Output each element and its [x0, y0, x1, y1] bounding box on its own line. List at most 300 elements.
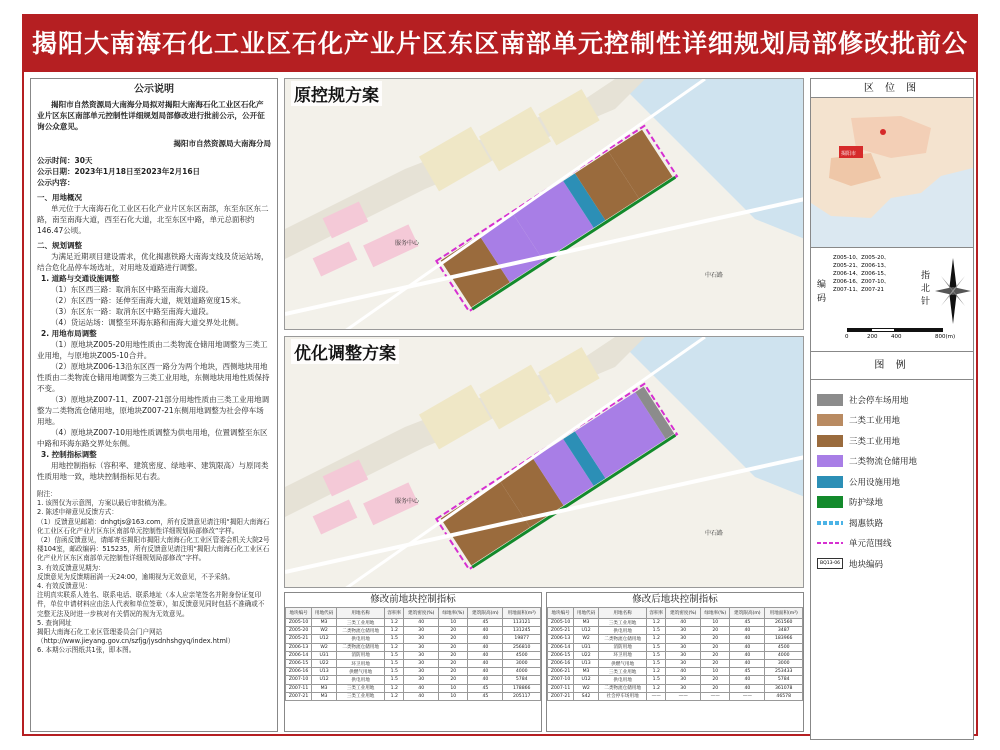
table-cell: 30 — [666, 659, 701, 667]
fn-title: 附注： — [37, 490, 57, 498]
table-cell: 消防用地 — [336, 651, 384, 659]
table-cell: 40 — [468, 627, 503, 635]
table-cell: 30 — [666, 627, 701, 635]
table-cell: 供电用地 — [598, 676, 646, 684]
location-heading: 区 位 图 — [810, 78, 974, 98]
table-cell: Z005-10 — [548, 619, 574, 627]
table-cell: 10 — [701, 668, 730, 676]
table-cell: 三类工业用地 — [336, 692, 384, 700]
table-cell: 10 — [439, 619, 468, 627]
scale-label: 0 — [845, 334, 849, 340]
legend-label: 地块编码 — [849, 559, 884, 570]
legend-label: 单元范围线 — [849, 539, 892, 550]
notice-content-label: 公示内容： — [37, 178, 75, 187]
landuse-adjust-b: （2）原地块Z006-13沿东区西一路分为两个地块，西侧地块用地性质由二类物流仓储用地调整为三类工业用地，东侧地块用地性质保持不变。 — [37, 362, 270, 393]
table-cell: 20 — [701, 627, 730, 635]
table-cell: 40 — [468, 676, 503, 684]
table-cell: 二类物流仓储用地 — [336, 627, 384, 635]
table-cell: Z007-10 — [286, 676, 312, 684]
table-cell: 供燃气用地 — [598, 659, 646, 667]
table-cell: 30 — [666, 643, 701, 651]
scale-label: 400 — [891, 334, 902, 340]
table-cell: U22 — [312, 659, 337, 667]
code-line: Z005-21、Z006-13、 — [833, 263, 890, 269]
table-cell: 二类物流仓储用地 — [598, 635, 646, 643]
after-header-cell: 用地名称 — [598, 608, 646, 619]
table-cell: 4500 — [503, 651, 541, 659]
boundary-line-icon — [817, 537, 843, 549]
legend-item — [817, 411, 967, 431]
table-cell: 4500 — [765, 643, 803, 651]
legend-item — [817, 493, 967, 513]
fn-4a: 注明真实联系人姓名、联系电话、联系地址（本人应亲笔签名并附身份证复印件，单位申请材料应由法人代表和单位签章），如反馈意见同时包括不准确或不完整无法及时进一步核对有关情况的视为无效意见。 — [37, 591, 265, 618]
table-cell: 113121 — [503, 619, 541, 627]
poster-title: 揭阳大南海石化工业区石化产业片区东区南部单元控制性详细规划局部修改批前公 — [24, 16, 976, 72]
plan-adjust-text: 为满足近期项目建设需求，优化揭惠铁路大南海支线及货运站场，结合危化品停车场选址，对用地及道路进行调整。 — [37, 252, 269, 272]
north-label: 指北针 — [921, 271, 931, 307]
table-cell: 40 — [730, 684, 765, 692]
table-cell: 10 — [701, 619, 730, 627]
table-cell: 1.2 — [647, 684, 666, 692]
fn-5b: （http://www.jieyang.gov.cn/szfjg/jysdnhshgyq/index.html） — [37, 637, 235, 646]
table-cell: 二类物流仓储用地 — [336, 643, 384, 651]
table-cell: 45 — [730, 619, 765, 627]
table-cell: Z006-15 — [286, 659, 312, 667]
table-cell: 1.5 — [647, 659, 666, 667]
scale-bar — [847, 328, 967, 346]
table-cell: 1.2 — [647, 635, 666, 643]
table-cell: 30 — [404, 643, 439, 651]
table-cell: 40 — [404, 684, 439, 692]
table-cell: 三类工业用地 — [598, 619, 646, 627]
code-list — [833, 254, 919, 294]
table-cell: W2 — [312, 627, 337, 635]
legend-item — [817, 390, 967, 410]
legend-label: 社会停车场用地 — [849, 395, 909, 406]
table-cell: 20 — [701, 643, 730, 651]
table-cell: U13 — [312, 668, 337, 676]
road-adjust-c: （3）东区东一路：取消东区中路至南海大道段。 — [51, 307, 214, 316]
table-cell: 30 — [666, 676, 701, 684]
table-cell: Z005-10 — [286, 619, 312, 627]
before-header-cell: 建筑密度(%) — [404, 608, 439, 619]
after-header-cell: 建筑限高(m) — [730, 608, 765, 619]
table-cell: 1.2 — [647, 619, 666, 627]
table-row — [286, 684, 541, 692]
table-cell: 1.2 — [385, 684, 404, 692]
table-cell: 供燃气用地 — [336, 668, 384, 676]
index-tables — [284, 592, 804, 732]
after-header-cell: 建筑密度(%) — [666, 608, 701, 619]
table-row — [286, 635, 541, 643]
poster-frame — [22, 14, 978, 736]
table-cell: 1.5 — [385, 635, 404, 643]
table-cell: 40 — [730, 659, 765, 667]
land-overview-text: 单元位于大南海石化工业区石化产业片区东区南部，东至东区东二路，南至南海大道，西至石化大道，北至东区中路，单元总面积约146.47公顷。 — [37, 204, 269, 235]
rail-line-icon — [817, 517, 843, 529]
section-land-overview: 一、用地概况 — [37, 193, 82, 202]
table-cell: 205117 — [503, 692, 541, 700]
before-table-title: 修改前地块控制指标 — [370, 594, 456, 605]
scale-label: 800(m) — [935, 334, 956, 340]
fn-3a: 反馈意见为反馈期届满一天24:00，逾期视为无效意见，不予采纳。 — [37, 572, 235, 581]
map1-road-label: 中石路 — [705, 272, 724, 279]
table-cell: 30 — [666, 684, 701, 692]
table-cell: Z007-11 — [548, 684, 574, 692]
table-cell: 4000 — [503, 668, 541, 676]
table-cell: 1.5 — [647, 627, 666, 635]
table-cell: 40 — [468, 643, 503, 651]
table-cell: 1.2 — [385, 627, 404, 635]
before-header-cell: 用地面积(m²) — [503, 608, 541, 619]
notice-lead: 揭阳市自然资源局大南海分局拟对揭阳大南海石化工业区石化产业片区东区南部单元控制性详细规划局部修改进行批前公示，公开征询公众意见。 — [37, 100, 265, 131]
table-cell: W2 — [574, 684, 599, 692]
table-cell: 40 — [730, 643, 765, 651]
table-cell: Z007-11 — [286, 684, 312, 692]
table-cell: 45 — [468, 619, 503, 627]
legend-label: 三类工业用地 — [849, 436, 901, 447]
index-adjust-heading: 3. 控制指标调整 — [41, 450, 97, 459]
legend-item — [817, 472, 967, 492]
table-cell: 253433 — [765, 668, 803, 676]
table-cell: 20 — [439, 643, 468, 651]
index-adjust-text: 用地控制指标（容积率、建筑密度、绿地率、建筑限高）与原同类性质用地一致，地块控制指标见右表。 — [37, 461, 269, 481]
legend-label: 二类物流仓储用地 — [849, 457, 918, 468]
table-cell: 20 — [439, 668, 468, 676]
table-cell: 261560 — [765, 619, 803, 627]
table-cell: 40 — [666, 668, 701, 676]
legend-item — [817, 452, 967, 472]
after-header-cell: 绿地率(%) — [701, 608, 730, 619]
table-cell: M3 — [574, 668, 599, 676]
original-plan-title: 原控规方案 — [291, 81, 382, 106]
table-cell: Z006-21 — [548, 668, 574, 676]
table-cell: U22 — [574, 651, 599, 659]
table-cell: 30 — [666, 651, 701, 659]
after-table-title: 修改后地块控制指标 — [632, 594, 718, 605]
after-header-cell: 用地面积(m²) — [765, 608, 803, 619]
legend-label: 公用设施用地 — [849, 477, 901, 488]
table-cell: 20 — [439, 651, 468, 659]
fn-5a: 揭阳大南海石化工业区管理委员会门户网站 — [37, 628, 163, 637]
table-cell: 30 — [404, 659, 439, 667]
table-cell: 20 — [701, 659, 730, 667]
location-map — [810, 98, 974, 248]
landuse-adjust-d: （4）原地块Z007-10用地性质调整为供电用地，位置调整至东区中路和环海东路交界处东侧。 — [37, 428, 268, 448]
table-cell: 131245 — [503, 627, 541, 635]
table-cell: Z007-21 — [286, 692, 312, 700]
table-cell: 1.2 — [385, 619, 404, 627]
after-header-cell: 容积率 — [647, 608, 666, 619]
table-cell: 10 — [439, 684, 468, 692]
table-cell: 19877 — [503, 635, 541, 643]
table-cell: 40 — [730, 651, 765, 659]
table-row — [548, 659, 803, 667]
table-cell: 30 — [666, 635, 701, 643]
table-cell: Z005-20 — [286, 627, 312, 635]
table-cell: U31 — [574, 643, 599, 651]
code-line: Z006-16、Z007-10、 — [833, 279, 890, 285]
table-cell: 361078 — [765, 684, 803, 692]
legend-swatch — [817, 476, 843, 488]
table-row — [286, 659, 541, 667]
table-cell: 40 — [404, 692, 439, 700]
table-row — [286, 651, 541, 659]
table-cell: 30 — [404, 668, 439, 676]
table-cell: 三类工业用地 — [336, 684, 384, 692]
road-adjust-d: （4）货运站场：调整至环海东路和南海大道交界处北侧。 — [51, 318, 244, 327]
table-cell: Z006-13 — [286, 643, 312, 651]
table-cell: 256810 — [503, 643, 541, 651]
fn-4: 4. 有效反馈意见： — [37, 582, 92, 591]
after-table-panel — [546, 592, 804, 732]
table-cell: 1.2 — [385, 643, 404, 651]
adjusted-plan-title: 优化调整方案 — [291, 339, 399, 364]
table-cell: 20 — [439, 676, 468, 684]
table-cell: 20 — [439, 635, 468, 643]
legend — [810, 380, 974, 740]
landuse-adjust-a: （1）原地块Z005-20用地性质由二类物流仓储用地调整为三类工业用地，与原地块Z005-10合并。 — [37, 340, 268, 360]
table-cell: U12 — [312, 676, 337, 684]
table-row — [286, 692, 541, 700]
table-cell: 30 — [404, 635, 439, 643]
table-cell: 20 — [701, 684, 730, 692]
map2-road-label: 中石路 — [705, 530, 724, 537]
table-cell: U12 — [312, 635, 337, 643]
table-row — [286, 627, 541, 635]
table-cell: 45 — [730, 668, 765, 676]
legend-swatch — [817, 414, 843, 426]
fn-5: 5. 查询网址 — [37, 618, 72, 627]
table-cell: 1.5 — [385, 651, 404, 659]
table-row — [548, 651, 803, 659]
table-cell: 20 — [701, 651, 730, 659]
table-cell: 环卫用地 — [336, 659, 384, 667]
table-cell: 20 — [439, 659, 468, 667]
notice-period: 公示时间：30天 — [37, 156, 93, 165]
fn-2: 2. 陈述申辩意见反馈方式： — [37, 508, 118, 517]
after-table — [547, 607, 803, 701]
table-cell: 30 — [404, 676, 439, 684]
legend-item-boundary — [817, 534, 967, 554]
legend-heading: 图 例 — [810, 352, 974, 380]
table-cell: 1.5 — [385, 668, 404, 676]
table-cell: 183966 — [765, 635, 803, 643]
table-cell: 3000 — [503, 659, 541, 667]
before-table — [285, 607, 541, 701]
table-cell: Z006-15 — [548, 651, 574, 659]
table-cell: 1.5 — [647, 643, 666, 651]
table-cell: 消防用地 — [598, 643, 646, 651]
fn-1: 1. 该图仅为示意图，方案以最后审批稿为准。 — [37, 499, 171, 508]
table-cell: S42 — [574, 692, 599, 700]
table-cell: W2 — [312, 643, 337, 651]
legend-swatch — [817, 435, 843, 447]
location-city-label: 揭阳市 — [841, 151, 857, 157]
table-cell: M3 — [574, 619, 599, 627]
before-header-cell: 用地名称 — [336, 608, 384, 619]
north-arrow-icon — [933, 256, 973, 326]
before-table-panel — [284, 592, 542, 732]
table-cell: 二类物流仓储用地 — [598, 684, 646, 692]
table-cell: 40 — [468, 651, 503, 659]
table-cell: 40 — [730, 635, 765, 643]
location-map-drawing — [811, 98, 973, 248]
code-chip: BQ13-06 — [817, 558, 843, 569]
table-row — [548, 692, 803, 700]
fn-2a: （1）反馈意见邮箱：dnhgtjs@163.com，所有反馈意见请注明“揭阳大南海石化工业区石化产业片区东区南部单元控制性详细规划局部修改”字样。 — [37, 517, 270, 535]
scale-label: 200 — [867, 334, 878, 340]
table-row — [548, 635, 803, 643]
table-cell: —— — [666, 692, 701, 700]
table-cell: 20 — [701, 676, 730, 684]
table-cell: 40 — [730, 676, 765, 684]
table-cell: 40 — [468, 668, 503, 676]
table-cell: 40 — [404, 619, 439, 627]
table-cell: Z007-10 — [548, 676, 574, 684]
table-cell: 3487 — [765, 627, 803, 635]
legend-items — [817, 390, 967, 512]
table-cell: Z005-21 — [286, 635, 312, 643]
before-header-cell: 用地代码 — [312, 608, 337, 619]
table-cell: 45 — [468, 684, 503, 692]
table-row — [548, 627, 803, 635]
table-cell: Z007-21 — [548, 692, 574, 700]
legend-label: 防护绿地 — [849, 498, 884, 509]
table-cell: 1.5 — [385, 659, 404, 667]
before-header-cell: 地块编号 — [286, 608, 312, 619]
table-cell: U12 — [574, 627, 599, 635]
table-cell: 4000 — [765, 651, 803, 659]
road-adjust-a: （1）东区西三路：取消东区中路至南海大道段。 — [51, 285, 214, 294]
table-cell: 20 — [701, 635, 730, 643]
road-adjust-heading: 1. 道路与交通设施调整 — [41, 274, 120, 283]
legend-label: 二类工业用地 — [849, 416, 901, 427]
table-cell: M3 — [312, 619, 337, 627]
original-plan-map — [284, 78, 804, 330]
table-cell: 供电用地 — [336, 676, 384, 684]
code-line: Z005-10、Z005-20、 — [833, 255, 890, 261]
table-cell: —— — [647, 692, 666, 700]
notice-dates: 公示日期：2023年1月18日至2023年2月16日 — [37, 167, 201, 176]
table-cell: Z006-16 — [286, 668, 312, 676]
table-cell: —— — [701, 692, 730, 700]
table-row — [548, 676, 803, 684]
before-header-cell: 容积率 — [385, 608, 404, 619]
table-cell: M3 — [312, 692, 337, 700]
notice-panel — [30, 78, 278, 732]
adjusted-plan-drawing — [285, 337, 804, 588]
table-cell: 40 — [666, 619, 701, 627]
original-plan-drawing — [285, 79, 804, 330]
table-cell: 30 — [404, 627, 439, 635]
after-header-cell: 地块编号 — [548, 608, 574, 619]
legend-item-code — [817, 554, 967, 574]
table-cell: 1.2 — [647, 668, 666, 676]
landuse-adjust-heading: 2. 用地布局调整 — [41, 329, 97, 338]
table-cell: 20 — [439, 627, 468, 635]
table-cell: Z005-21 — [548, 627, 574, 635]
code-line: Z006-14、Z006-15、 — [833, 271, 890, 277]
table-row — [286, 619, 541, 627]
right-column — [810, 78, 974, 732]
code-label: 编码 — [817, 280, 827, 304]
table-cell: 40 — [468, 659, 503, 667]
legend-swatch — [817, 394, 843, 406]
footnotes — [37, 490, 271, 656]
table-row — [286, 668, 541, 676]
notice-signature: 揭阳市自然资源局大南海分局 — [173, 139, 271, 148]
code-compass-box — [810, 248, 974, 352]
fn-6: 6. 本期公示图纸共1张，即本图。 — [37, 646, 136, 655]
table-cell: U12 — [574, 676, 599, 684]
legend-swatch — [817, 455, 843, 467]
table-cell: U31 — [312, 651, 337, 659]
table-cell: 环卫用地 — [598, 651, 646, 659]
table-cell: 供电用地 — [598, 627, 646, 635]
legend-item — [817, 431, 967, 451]
table-cell: 三类工业用地 — [336, 619, 384, 627]
notice-heading: 公示说明 — [134, 84, 174, 95]
table-cell: 三类工业用地 — [598, 668, 646, 676]
legend-item-rail — [817, 513, 967, 533]
table-cell: 40 — [730, 627, 765, 635]
before-header-cell: 建筑限高(m) — [468, 608, 503, 619]
table-cell: 1.5 — [647, 676, 666, 684]
map2-service-label: 服务中心 — [395, 498, 420, 505]
table-cell: 3000 — [765, 659, 803, 667]
table-cell: M3 — [312, 684, 337, 692]
table-cell: U13 — [574, 659, 599, 667]
table-cell: 30 — [404, 651, 439, 659]
table-row — [286, 676, 541, 684]
table-cell: 5784 — [765, 676, 803, 684]
table-row — [548, 643, 803, 651]
table-cell: 1.5 — [647, 651, 666, 659]
before-header-cell: 绿地率(%) — [439, 608, 468, 619]
fn-3: 3. 有效反馈意见期为： — [37, 563, 105, 572]
after-header-cell: 用地代码 — [574, 608, 599, 619]
table-cell: Z006-16 — [548, 659, 574, 667]
table-row — [548, 668, 803, 676]
table-cell: 45 — [468, 692, 503, 700]
table-cell: Z006-14 — [286, 651, 312, 659]
table-cell: —— — [730, 692, 765, 700]
table-cell: Z006-13 — [548, 635, 574, 643]
adjusted-plan-map — [284, 336, 804, 588]
table-cell: Z006-14 — [548, 643, 574, 651]
table-cell: 10 — [439, 692, 468, 700]
table-cell: 1.2 — [385, 692, 404, 700]
code-line: Z007-11、Z007-21 — [833, 287, 884, 293]
table-cell: 46578 — [765, 692, 803, 700]
table-cell: 社会停车场用地 — [598, 692, 646, 700]
map1-service-label: 服务中心 — [395, 240, 420, 247]
table-cell: 178866 — [503, 684, 541, 692]
road-adjust-b: （2）东区西一路：延伸至南海大道，规划道路宽度15米。 — [51, 296, 246, 305]
table-cell: 1.5 — [385, 676, 404, 684]
table-cell: W2 — [574, 635, 599, 643]
legend-label: 揭惠铁路 — [849, 518, 884, 529]
table-cell: 5784 — [503, 676, 541, 684]
section-plan-adjust: 二、规划调整 — [37, 241, 82, 250]
table-cell: 供电用地 — [336, 635, 384, 643]
fn-2b: （2）信函反馈意见，请邮寄至揭阳市揭阳大南海石化工业区管委会机关大院2号楼104室，邮政编码：515235，所有反馈意见请注明“揭阳大南海石化工业区石化产业片区东区南部单元控制性详细规划局部修改”字样。 — [37, 536, 270, 563]
table-row — [286, 643, 541, 651]
table-row — [548, 684, 803, 692]
table-cell: 40 — [468, 635, 503, 643]
landuse-adjust-c: （3）原地块Z007-11、Z007-21部分用地性质由三类工业用地调整为二类物流仓储用地，原地块Z007-21东侧用地调整为社会停车场用地。 — [37, 395, 270, 426]
